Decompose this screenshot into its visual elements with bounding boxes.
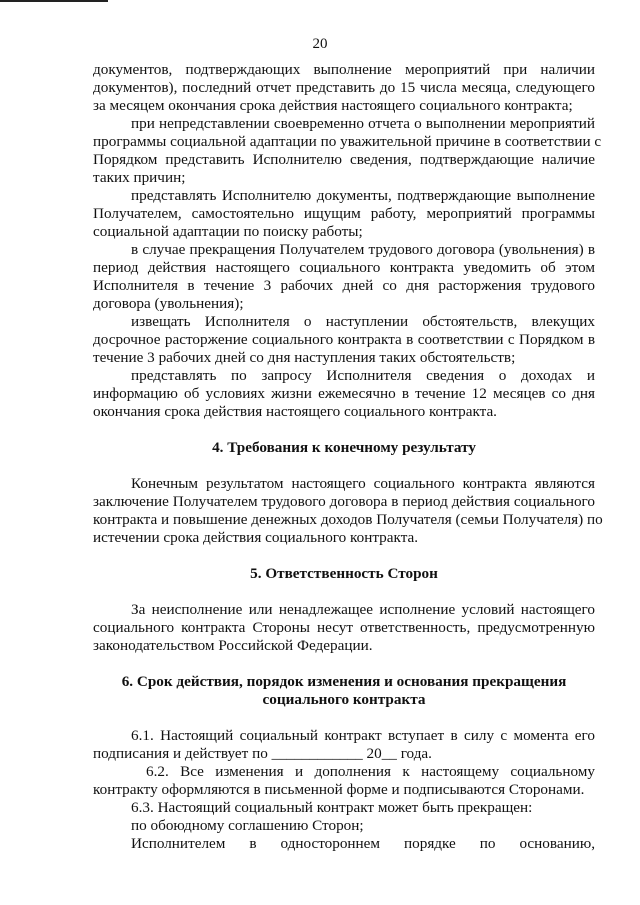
text-line: досрочное расторжение социального контракта в соответствии с Порядком в xyxy=(93,331,595,348)
text-line: Исполнителем в одностороннем порядке по основанию, xyxy=(131,835,595,852)
text-line: течение 3 рабочих дней со дня наступления таких обстоятельств; xyxy=(93,349,516,366)
text-line: подписания и действует по ____________ 20__ года. xyxy=(93,745,432,762)
section-heading-5 xyxy=(93,565,595,583)
text-line: За неисполнение или ненадлежащее исполнение условий настоящего xyxy=(131,601,595,618)
text-line: информацию об условиях жизни ежемесячно в течение 12 месяцев со дня xyxy=(93,385,595,402)
document-body xyxy=(93,61,603,853)
text-line: извещать Исполнителя о наступлении обстоятельств, влекущих xyxy=(131,313,595,330)
paragraph-mutual-agreement xyxy=(93,817,595,835)
paragraph-dismissal-notice xyxy=(93,241,595,313)
paragraph-circumstances-notice xyxy=(93,313,595,367)
paragraph-6-2 xyxy=(93,763,595,799)
section-title: 6. Срок действия, порядок изменения и основания прекращения xyxy=(121,673,567,690)
top-rule xyxy=(0,0,108,2)
spacer xyxy=(93,655,595,673)
text-line: заключение Получателем трудового договора в период действия социального xyxy=(93,493,595,510)
text-line: социального контракта Стороны несут ответственность, предусмотренную xyxy=(93,619,595,636)
paragraph-6-1 xyxy=(93,727,595,763)
text-line: таких причин; xyxy=(93,169,186,186)
page-number: 20 xyxy=(312,36,328,52)
text-line: Конечным результатом настоящего социального контракта являются xyxy=(131,475,595,492)
text-line: 6.1. Настоящий социальный контракт вступает в силу с момента его xyxy=(131,727,595,744)
text-line: 6.2. Все изменения и дополнения к настоящему социальному xyxy=(146,763,595,780)
text-line: в случае прекращения Получателем трудового договора (увольнения) в xyxy=(131,241,595,258)
text-line: представлять по запросу Исполнителя сведения о доходах и xyxy=(131,367,595,384)
text-line: Порядком представить Исполнителю сведения, подтверждающие наличие xyxy=(93,151,595,168)
section-heading-6 xyxy=(93,673,595,709)
text-line: представлять Исполнителю документы, подтверждающие выполнение xyxy=(131,187,595,204)
text-line: Исполнителя в течение 3 рабочих дней со дня расторжения трудового xyxy=(93,277,595,294)
paragraph-late-report xyxy=(93,115,602,187)
text-line: документов), последний отчет представить до 15 числа месяца, следующего xyxy=(93,79,595,96)
section-title: социального контракта xyxy=(262,691,426,708)
text-line: период действия настоящего социального контракта уведомить об этом xyxy=(93,259,595,276)
spacer xyxy=(93,547,595,565)
paragraph-report-deadline xyxy=(93,61,595,115)
spacer xyxy=(93,709,595,727)
text-line: контракта и повышение денежных доходов Получателя (семьи Получателя) по xyxy=(93,511,603,528)
spacer xyxy=(93,457,595,475)
text-line: договора (увольнения); xyxy=(93,295,244,312)
paragraph-liability xyxy=(93,601,595,655)
text-line: при непредставлении своевременно отчета о выполнении мероприятий xyxy=(131,115,595,132)
text-line: истечении срока действия социального контракта. xyxy=(93,529,419,546)
text-line: программы социальной адаптации по уважительной причине в соответствии с xyxy=(93,133,602,150)
spacer xyxy=(93,583,595,601)
text-line: по обоюдному соглашению Сторон; xyxy=(131,817,364,834)
paragraph-job-search-documents xyxy=(93,187,595,241)
paragraph-final-result xyxy=(93,475,603,547)
section-title: 5. Ответственность Сторон xyxy=(250,565,438,582)
text-line: социальной адаптации по поиску работы; xyxy=(93,223,363,240)
text-line: за месяцем окончания срока действия настоящего социального контракта; xyxy=(93,97,573,114)
spacer xyxy=(93,421,595,439)
paragraph-unilateral xyxy=(93,835,595,853)
text-line: контракту оформляются в письменной форме и подписываются Сторонами. xyxy=(93,781,585,798)
paragraph-income-information xyxy=(93,367,595,421)
section-title: 4. Требования к конечному результату xyxy=(212,439,476,456)
text-line: окончания срока действия настоящего социального контракта. xyxy=(93,403,497,420)
paragraph-6-3 xyxy=(93,799,595,817)
text-line: документов, подтверждающих выполнение мероприятий при наличии xyxy=(93,61,595,78)
section-heading-4 xyxy=(93,439,595,457)
text-line: 6.3. Настоящий социальный контракт может быть прекращен: xyxy=(131,799,533,816)
text-line: законодательством Российской Федерации. xyxy=(93,637,373,654)
text-line: Получателем, самостоятельно ищущим работу, мероприятий программы xyxy=(93,205,595,222)
